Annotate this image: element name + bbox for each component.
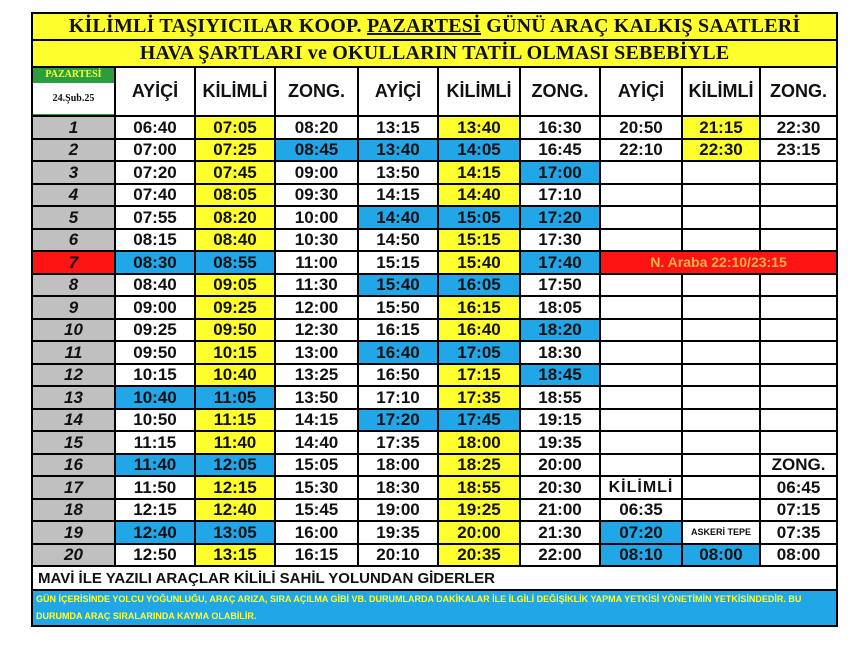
time-cell: 11:05 (195, 386, 275, 409)
row-number: 17 (32, 476, 115, 499)
row-number: 16 (32, 454, 115, 477)
column-header: AYİÇİ (358, 67, 438, 116)
row-number: 14 (32, 409, 115, 432)
time-cell: 19:15 (520, 409, 600, 432)
time-cell: 08:15 (115, 229, 195, 252)
time-cell: 16:30 (520, 116, 600, 139)
time-cell: 14:15 (438, 161, 520, 184)
time-cell: 12:05 (195, 454, 275, 477)
time-cell: 17:30 (520, 229, 600, 252)
time-cell (600, 184, 682, 207)
table-row (32, 521, 837, 544)
column-header: KİLİMLİ (195, 67, 275, 116)
time-cell (760, 409, 837, 432)
table-row (32, 409, 837, 432)
time-cell (760, 184, 837, 207)
row-number: 8 (32, 274, 115, 297)
time-cell: 11:15 (115, 431, 195, 454)
schedule-table (31, 12, 838, 627)
title-text-b: GÜNÜ ARAÇ KALKIŞ SAATLERİ (481, 15, 801, 37)
column-header: ZONG. (760, 67, 837, 116)
time-cell (682, 476, 760, 499)
time-cell: 14:40 (438, 184, 520, 207)
time-cell: 07:35 (760, 521, 837, 544)
row-number: 10 (32, 319, 115, 342)
time-cell: 18:30 (520, 341, 600, 364)
time-cell: 18:20 (520, 319, 600, 342)
time-cell: 08:00 (760, 544, 837, 567)
time-cell: 07:45 (195, 161, 275, 184)
time-cell: 12:40 (115, 521, 195, 544)
title-line-1 (32, 13, 837, 40)
time-cell (760, 161, 837, 184)
time-cell: 15:15 (358, 251, 438, 274)
table-row (32, 274, 837, 297)
time-cell (760, 431, 837, 454)
time-cell: 17:05 (438, 341, 520, 364)
table-row (32, 251, 837, 274)
time-cell: 15:50 (358, 296, 438, 319)
row-number: 15 (32, 431, 115, 454)
time-cell: 17:10 (520, 184, 600, 207)
time-cell: 15:40 (438, 251, 520, 274)
time-cell: 08:20 (195, 206, 275, 229)
time-cell: 20:00 (520, 454, 600, 477)
time-cell: 10:40 (115, 386, 195, 409)
time-cell: 12:40 (195, 499, 275, 522)
time-cell: 10:30 (275, 229, 358, 252)
row-number: 13 (32, 386, 115, 409)
time-cell: 14:15 (275, 409, 358, 432)
time-cell: 11:40 (115, 454, 195, 477)
time-cell: 12:00 (275, 296, 358, 319)
time-cell (760, 274, 837, 297)
column-header: AYİÇİ (600, 67, 682, 116)
time-cell: 17:40 (520, 251, 600, 274)
title-row-2 (32, 40, 837, 67)
time-cell: 17:50 (520, 274, 600, 297)
management-warning: GÜN İÇERİSİNDE YOLCU YOĞUNLUĞU, ARAÇ ARIZA, SIRA AÇILMA GİBİ VB. DURUMLARDA DAKİKALAR İLE İLGİLİ DEĞİŞİKLİK YAPMA YETKİSİ YÖNETİMİN YETKİSİNDEDİR. BU DURUMDA ARAÇ SIRALARINDA KAYMA OLABİLİR. (32, 590, 837, 626)
table-row (32, 476, 837, 499)
time-cell: 19:25 (438, 499, 520, 522)
row-number: 18 (32, 499, 115, 522)
time-cell: 07:25 (195, 139, 275, 162)
time-cell: KİLİMLİ (600, 476, 682, 499)
time-cell: 08:05 (195, 184, 275, 207)
time-cell: 22:30 (682, 139, 760, 162)
time-cell: 15:30 (275, 476, 358, 499)
time-cell (600, 161, 682, 184)
time-cell: 14:40 (275, 431, 358, 454)
time-cell (682, 161, 760, 184)
time-cell: 17:10 (358, 386, 438, 409)
time-cell: 18:25 (438, 454, 520, 477)
time-cell: 09:30 (275, 184, 358, 207)
time-cell (682, 274, 760, 297)
time-cell: 16:40 (438, 319, 520, 342)
time-cell (600, 364, 682, 387)
time-cell: 07:20 (600, 521, 682, 544)
row-number: 4 (32, 184, 115, 207)
time-cell: 23:15 (760, 139, 837, 162)
time-cell (760, 319, 837, 342)
time-cell (682, 184, 760, 207)
table-row (32, 319, 837, 342)
time-cell: 09:50 (195, 319, 275, 342)
time-cell (600, 341, 682, 364)
time-cell (600, 229, 682, 252)
time-cell (600, 386, 682, 409)
column-header: KİLİMLİ (438, 67, 520, 116)
row-number: 20 (32, 544, 115, 567)
time-cell: 13:25 (275, 364, 358, 387)
title-day: PAZARTESİ (366, 15, 482, 37)
time-cell: 13:40 (358, 139, 438, 162)
schedule-sheet (31, 12, 836, 627)
time-cell: 09:25 (115, 319, 195, 342)
table-row (32, 206, 837, 229)
time-cell: 07:20 (115, 161, 195, 184)
time-cell (682, 319, 760, 342)
time-cell: 13:40 (438, 116, 520, 139)
time-cell: 13:05 (195, 521, 275, 544)
time-cell: 20:30 (520, 476, 600, 499)
time-cell (760, 386, 837, 409)
table-row (32, 139, 837, 162)
time-cell: 11:00 (275, 251, 358, 274)
time-cell (600, 319, 682, 342)
time-cell: 22:00 (520, 544, 600, 567)
time-cell: 18:00 (358, 454, 438, 477)
time-cell: 12:50 (115, 544, 195, 567)
title-text-a: KİLİMLİ TAŞIYICILAR KOOP. (68, 15, 367, 37)
time-cell: ZONG. (760, 454, 837, 477)
time-cell: 07:55 (115, 206, 195, 229)
time-cell: 20:00 (438, 521, 520, 544)
time-cell: 22:30 (760, 116, 837, 139)
row-number: 2 (32, 139, 115, 162)
table-row (32, 296, 837, 319)
time-cell: 17:20 (358, 409, 438, 432)
time-cell: 17:20 (520, 206, 600, 229)
time-cell (760, 206, 837, 229)
time-cell (760, 296, 837, 319)
time-cell: 16:05 (438, 274, 520, 297)
time-cell: 14:15 (358, 184, 438, 207)
time-cell: 10:40 (195, 364, 275, 387)
time-cell: 08:10 (600, 544, 682, 567)
row-number: 11 (32, 341, 115, 364)
time-cell: 18:30 (358, 476, 438, 499)
time-cell: 08:40 (115, 274, 195, 297)
time-cell (600, 274, 682, 297)
column-header: AYİÇİ (115, 67, 195, 116)
time-cell: 16:50 (358, 364, 438, 387)
table-row (32, 431, 837, 454)
column-header: ZONG. (275, 67, 358, 116)
note-row (32, 566, 837, 590)
time-cell: 16:15 (275, 544, 358, 567)
time-cell: 08:20 (275, 116, 358, 139)
time-cell: 07:15 (760, 499, 837, 522)
time-cell: 13:15 (195, 544, 275, 567)
time-cell: 17:35 (438, 386, 520, 409)
time-cell (682, 364, 760, 387)
day-label: PAZARTESİ (45, 69, 102, 80)
time-cell: 17:00 (520, 161, 600, 184)
time-cell: 15:05 (275, 454, 358, 477)
time-cell: 09:00 (275, 161, 358, 184)
time-cell: 09:25 (195, 296, 275, 319)
time-cell: 18:55 (438, 476, 520, 499)
header-row (32, 67, 837, 116)
time-cell (760, 341, 837, 364)
time-cell: 18:55 (520, 386, 600, 409)
time-cell: 11:30 (275, 274, 358, 297)
time-cell: 16:45 (520, 139, 600, 162)
blue-route-note: MAVİ İLE YAZILI ARAÇLAR KİLİLİ SAHİL YOLUNDAN GİDERLER (32, 566, 837, 590)
table-row (32, 499, 837, 522)
time-cell: 15:45 (275, 499, 358, 522)
table-row (32, 364, 837, 387)
time-cell: 10:50 (115, 409, 195, 432)
night-bus-message: N. Araba 22:10/23:15 (600, 251, 837, 274)
time-cell: 09:50 (115, 341, 195, 364)
time-cell (682, 296, 760, 319)
time-cell: 18:00 (438, 431, 520, 454)
time-cell: 15:40 (358, 274, 438, 297)
table-row (32, 454, 837, 477)
time-cell: 21:30 (520, 521, 600, 544)
time-cell: 20:50 (600, 116, 682, 139)
time-cell (682, 409, 760, 432)
time-cell: 07:05 (195, 116, 275, 139)
time-cell: 06:40 (115, 116, 195, 139)
table-row (32, 544, 837, 567)
time-cell: 14:05 (438, 139, 520, 162)
time-cell: 20:35 (438, 544, 520, 567)
time-cell: 06:35 (600, 499, 682, 522)
time-cell: 10:00 (275, 206, 358, 229)
time-cell: 09:05 (195, 274, 275, 297)
time-cell: 11:15 (195, 409, 275, 432)
time-cell: 07:40 (115, 184, 195, 207)
time-cell (682, 341, 760, 364)
time-cell: 16:15 (438, 296, 520, 319)
time-cell: 19:00 (358, 499, 438, 522)
title-row-1 (32, 13, 837, 40)
time-cell (682, 229, 760, 252)
row-number: 6 (32, 229, 115, 252)
row-number: 12 (32, 364, 115, 387)
time-cell: 19:35 (520, 431, 600, 454)
time-cell (600, 296, 682, 319)
title-line-2: HAVA ŞARTLARI ve OKULLARIN TATİL OLMASI SEBEBİYLE (32, 40, 837, 67)
time-cell: 16:40 (358, 341, 438, 364)
time-cell: 17:35 (358, 431, 438, 454)
time-cell: 09:00 (115, 296, 195, 319)
time-cell: ASKERİ TEPE (682, 521, 760, 544)
time-cell: 10:15 (115, 364, 195, 387)
time-cell (682, 454, 760, 477)
day-cell (32, 67, 115, 116)
time-cell (600, 409, 682, 432)
time-cell: 08:00 (682, 544, 760, 567)
time-cell: 12:30 (275, 319, 358, 342)
time-cell: 16:00 (275, 521, 358, 544)
row-number: 7 (32, 251, 115, 274)
row-number: 19 (32, 521, 115, 544)
time-cell: 07:00 (115, 139, 195, 162)
table-row (32, 161, 837, 184)
table-row (32, 116, 837, 139)
time-cell: 17:15 (438, 364, 520, 387)
time-cell: 17:45 (438, 409, 520, 432)
time-cell (682, 386, 760, 409)
time-cell: 22:10 (600, 139, 682, 162)
time-cell: 11:50 (115, 476, 195, 499)
time-cell: 14:50 (358, 229, 438, 252)
time-cell: 21:00 (520, 499, 600, 522)
time-cell: 19:35 (358, 521, 438, 544)
time-cell (682, 431, 760, 454)
date-label: 24.Şub.25 (33, 83, 114, 114)
time-cell: 18:45 (520, 364, 600, 387)
time-cell: 14:40 (358, 206, 438, 229)
time-cell: 13:50 (358, 161, 438, 184)
time-cell (760, 364, 837, 387)
time-cell (600, 206, 682, 229)
time-cell: 08:55 (195, 251, 275, 274)
time-cell (600, 454, 682, 477)
time-cell (682, 206, 760, 229)
column-header: ZONG. (520, 67, 600, 116)
time-cell: 13:00 (275, 341, 358, 364)
time-cell: 06:45 (760, 476, 837, 499)
table-row (32, 184, 837, 207)
warning-row (32, 590, 837, 626)
time-cell: 15:05 (438, 206, 520, 229)
table-row (32, 386, 837, 409)
time-cell (600, 431, 682, 454)
time-cell: 12:15 (115, 499, 195, 522)
time-cell: 20:10 (358, 544, 438, 567)
row-number: 3 (32, 161, 115, 184)
time-cell: 11:40 (195, 431, 275, 454)
column-header: KİLİMLİ (682, 67, 760, 116)
time-cell: 18:05 (520, 296, 600, 319)
time-cell (760, 229, 837, 252)
time-cell: 21:15 (682, 116, 760, 139)
time-cell: 13:15 (358, 116, 438, 139)
time-cell: 13:50 (275, 386, 358, 409)
time-cell: 16:15 (358, 319, 438, 342)
time-cell: 08:30 (115, 251, 195, 274)
row-number: 5 (32, 206, 115, 229)
time-cell: 12:15 (195, 476, 275, 499)
table-row (32, 341, 837, 364)
time-cell (682, 499, 760, 522)
time-cell: 15:15 (438, 229, 520, 252)
row-number: 9 (32, 296, 115, 319)
time-cell: 08:45 (275, 139, 358, 162)
table-row (32, 229, 837, 252)
time-cell: 10:15 (195, 341, 275, 364)
time-cell: 08:40 (195, 229, 275, 252)
row-number: 1 (32, 116, 115, 139)
